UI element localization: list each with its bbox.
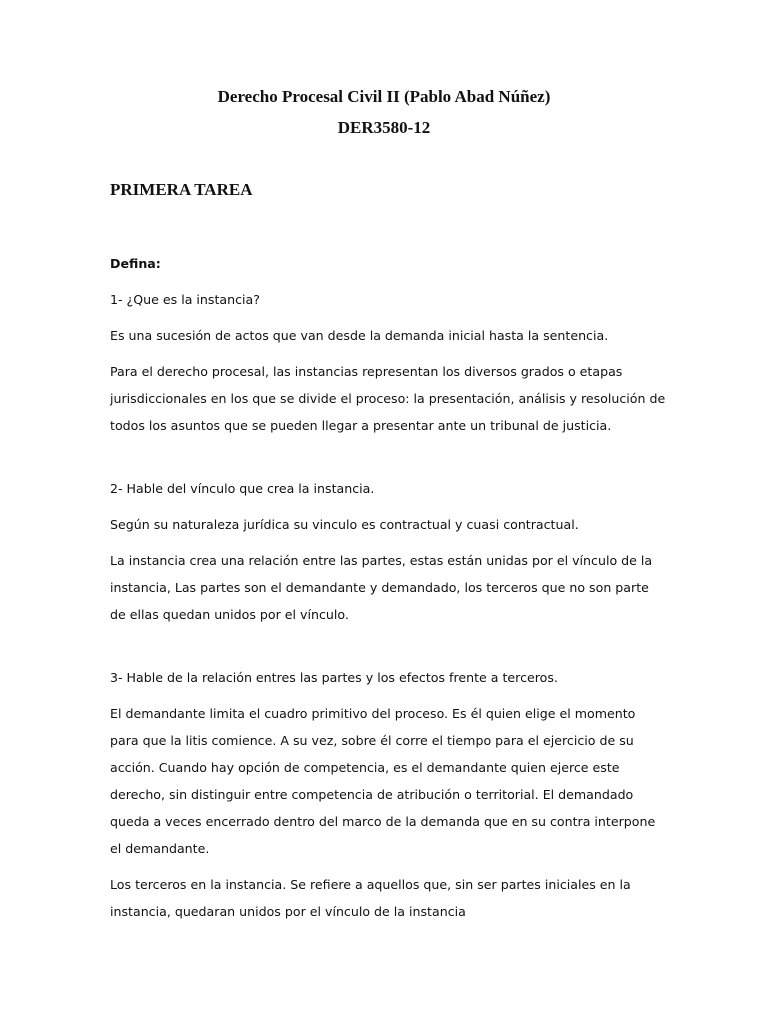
answer-2-paragraph-1: Según su naturaleza jurídica su vinculo es contractual y cuasi contractual. [110, 517, 579, 532]
answer-3-paragraph-2: Los terceros en la instancia. Se refiere a aquellos que, sin ser partes iniciales en la instancia, quedaran unidos por el vínculo de la instancia [110, 877, 631, 919]
question-3: 3- Hable de la relación entres las partes y los efectos frente a terceros. [110, 670, 558, 685]
section-heading: PRIMERA TAREA [110, 180, 253, 199]
answer-1-paragraph-1: Es una sucesión de actos que van desde la demanda inicial hasta la sentencia. [110, 328, 609, 343]
document-title: Derecho Procesal Civil II (Pablo Abad Núñez) [217, 87, 551, 106]
document-body [110, 250, 666, 934]
question-1: 1- ¿Que es la instancia? [110, 292, 260, 307]
answer-3-paragraph-1: El demandante limita el cuadro primitivo del proceso. Es él quien elige el momento para que la litis comience. A su vez, sobre él corre el tiempo para el ejercicio de su acción. Cuando hay opción de competencia, es el demandante quien ejerce este derecho, sin distinguir entre competencia de atribución o territorial. El demandado queda a veces encerrado dentro del marco de la demanda que en su contra interpone el demandante. [110, 706, 656, 856]
answer-1-paragraph-2: Para el derecho procesal, las instancias representan los diversos grados o etapas jurisdiccionales en los que se divide el proceso: la presentación, análisis y resolución de todos los asuntos que se pueden llegar a presentar ante un tribunal de justicia. [110, 364, 666, 433]
question-2: 2- Hable del vínculo que crea la instancia. [110, 481, 375, 496]
intro-label: Defina: [110, 256, 161, 271]
answer-2-paragraph-2: La instancia crea una relación entre las partes, estas están unidas por el vínculo de la instancia, Las partes son el demandante y demandado, los terceros que no son parte de ellas quedan unidos por el vínculo. [110, 553, 653, 622]
course-code: DER3580-12 [337, 118, 431, 137]
